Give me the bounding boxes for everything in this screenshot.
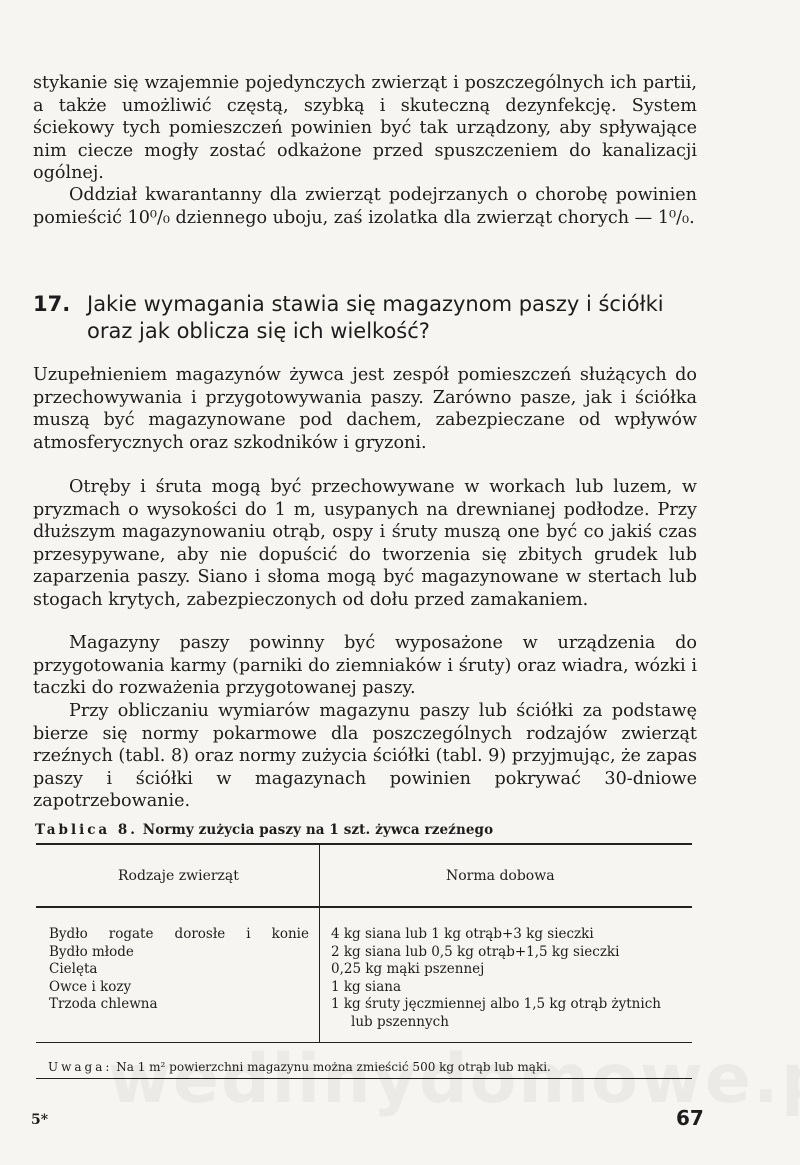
animal-row: Owce i kozy <box>49 978 132 995</box>
column-header-norm: Norma dobowa <box>446 868 555 884</box>
animal-row: Bydło młode <box>49 943 134 960</box>
norm-row: 1 kg siana <box>331 978 402 995</box>
norm-row: 2 kg siana lub 0,5 kg otrąb+1,5 kg sieczki <box>331 943 620 960</box>
animal-row: Cielęta <box>49 961 98 977</box>
animal-row: Trzoda chlewna <box>49 996 158 1012</box>
norm-row: 4 kg siana lub 1 kg otrąb+3 kg sieczki <box>331 926 594 942</box>
note-text: Na 1 m² powierzchni magazynu można zmieścić 500 kg otrąb lub mąki. <box>116 1060 551 1074</box>
norms-column <box>331 926 683 1031</box>
page-number: 67 <box>676 1106 704 1130</box>
norm-row: 1 kg śruty jęczmiennej albo 1,5 kg otrąb żytnich lub pszennych <box>331 996 661 1030</box>
table-top-rule <box>36 843 692 845</box>
paragraph-1: stykanie się wzajemnie pojedynczych zwierząt i poszczególnych ich partii, a także umożliwić częstą, szybką i skuteczną dezynfekcję. System ściekowy tych pomieszczeń powinien być tak urządzony, aby spływające nim ciecze mogły zostać odkażone przed spuszczeniem do kanalizacji ogólnej. <box>33 73 697 184</box>
table-header-rule <box>36 906 692 908</box>
norm-row: 0,25 kg mąki pszennej <box>331 961 485 977</box>
animals-column <box>49 926 309 1014</box>
paragraph-5: Magazyny paszy powinny być wyposażone w urządzenia do przygotowania karmy (parniki do ziemniaków i śruty) oraz wiadra, wózki i taczki do rozważenia przygotowanej paszy. <box>33 633 697 699</box>
note-label: Uwaga: <box>48 1060 113 1074</box>
table-label: Tablica 8. <box>35 822 138 838</box>
paragraph-2: Oddział kwarantanny dla zwierząt podejrzanych o chorobę powinien pomieścić 10⁰/₀ dziennego uboju, zaś izolatka dla zwierząt chorych — 1⁰/₀. <box>33 185 697 228</box>
table-column-divider <box>319 845 320 1042</box>
paragraph-3: Uzupełnieniem magazynów żywca jest zespół pomieszczeń służących do przechowywania i przygotowywania paszy. Zarówno pasze, jak i ściółka muszą być magazynowane pod dachem, zabezpieczane od wpływów atmosferycznych oraz szkodników i gryzoni. <box>33 365 697 453</box>
signature-mark: 5* <box>31 1112 49 1128</box>
table-caption <box>35 822 675 838</box>
animal-row: Bydło rogate dorosłe i konie <box>49 926 309 942</box>
section-number: 17. <box>33 292 71 316</box>
paragraph-4: Otręby i śruta mogą być przechowywane w workach lub luzem, w pryzmach o wysokości do 1 m, usypanych na drewnianej podłodze. Przy dłuższym magazynowaniu otrąb, ospy i śruty muszą one być co jakiś czas przesypywane, aby nie dopuścić do tworzenia się zbitych grudek lub zaparzenia paszy. Siano i słoma mogą być magazynowane w stertach lub stogach krytych, zabezpieczonych od dołu przed zamakaniem. <box>33 477 697 610</box>
section-title: Jakie wymagania stawia się magazynom paszy i ściółki oraz jak oblicza się ich wielkość? <box>87 292 664 343</box>
column-header-animals: Rodzaje zwierząt <box>118 868 239 884</box>
section-heading <box>33 291 697 345</box>
table-title: Normy zużycia paszy na 1 szt. żywca rzeźnego <box>142 822 494 838</box>
paragraph-6: Przy obliczaniu wymiarów magazynu paszy lub ściółki za podstawę bierze się normy pokarmowe dla poszczególnych rodzajów zwierząt rzeźnych (tabl. 8) oraz normy zużycia ściółki (tabl. 9) przyjmując, że zapas paszy i ściółki w magazynach powinien pokrywać 30-dniowe zapotrzebowanie. <box>33 701 697 812</box>
